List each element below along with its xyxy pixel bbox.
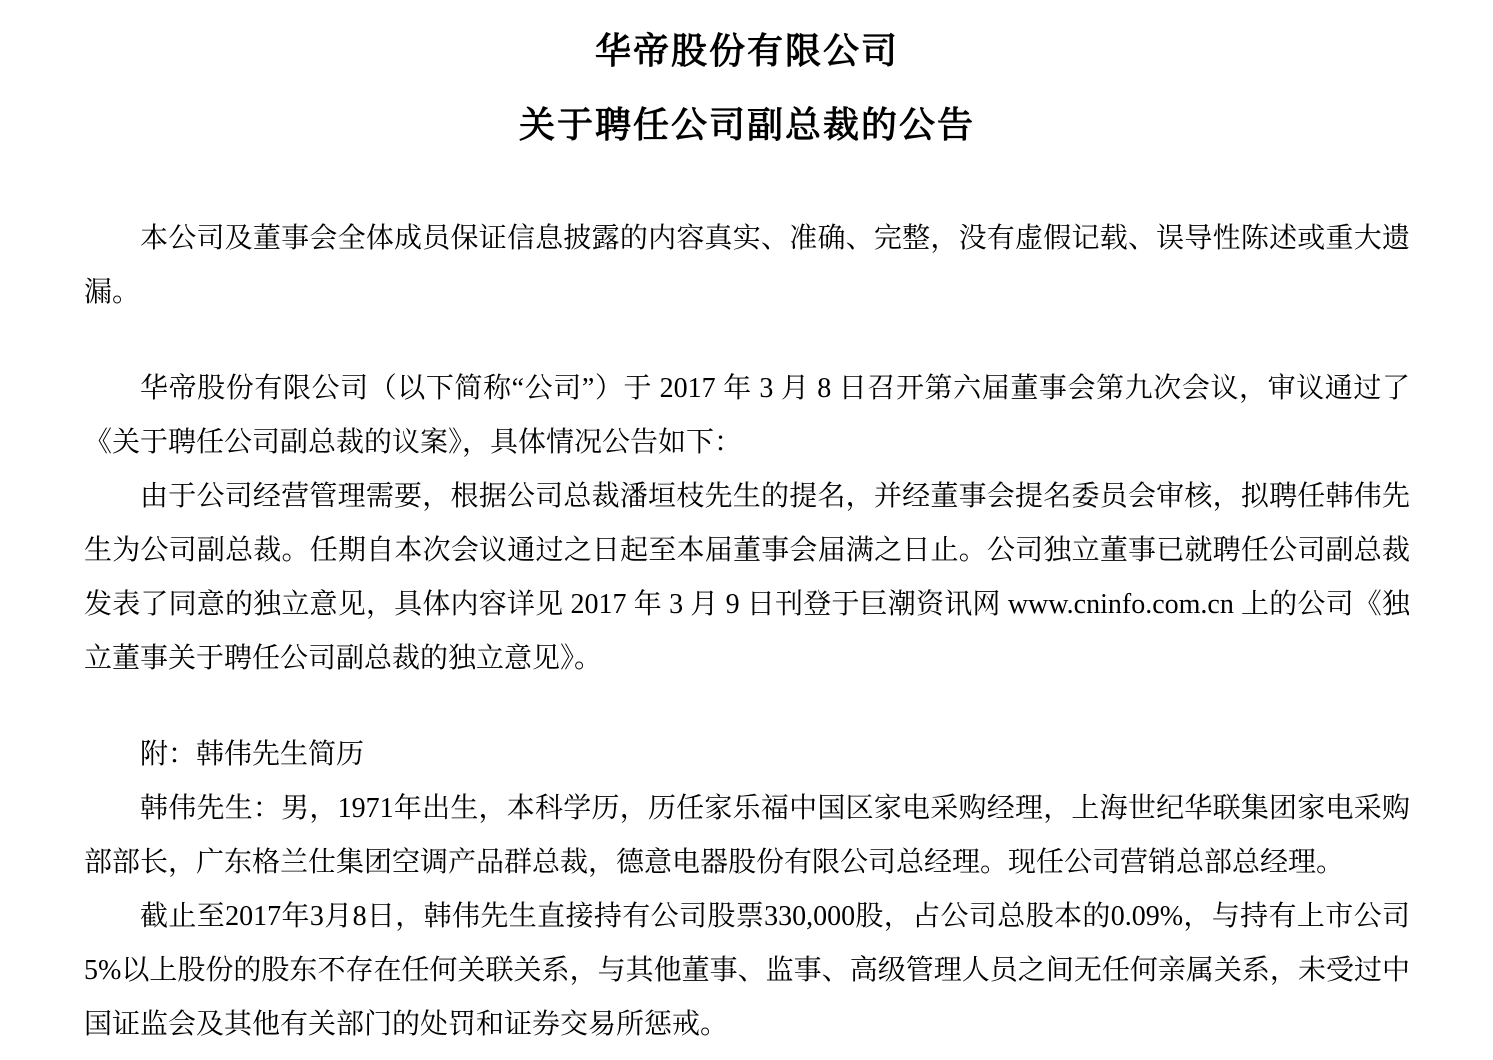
announcement-subtitle: 关于聘任公司副总裁的公告 bbox=[518, 105, 975, 145]
attachment-heading: 附：韩伟先生简历 bbox=[140, 739, 365, 770]
disclaimer-section bbox=[84, 212, 1410, 320]
shareholding-paragraph: 截止至2017年3月8日，韩伟先生直接持有公司股票330,000股，占公司总股本的0.09%，与持有上市公司5%以上股份的股东不存在任何关联关系，与其他董事、监事、高级管理人员之间无任何亲属关系，未受过中国证监会及其他有关部门的处罚和证券交易所惩戒。 bbox=[84, 901, 1410, 1040]
company-name-title: 华帝股份有限公司 bbox=[594, 31, 899, 71]
disclaimer-paragraph: 本公司及董事会全体成员保证信息披露的内容真实、准确、完整，没有虚假记载、误导性陈述或重大遗漏。 bbox=[84, 223, 1410, 308]
announcement-body-section bbox=[84, 362, 1410, 686]
attachment-section bbox=[84, 728, 1410, 1052]
resume-paragraph: 韩伟先生：男，1971年出生，本科学历，历任家乐福中国区家电采购经理，上海世纪华联集团家电采购部部长，广东格兰仕集团空调产品群总裁，德意电器股份有限公司总经理。现任公司营销总部总经理。 bbox=[84, 793, 1410, 878]
board-meeting-paragraph: 华帝股份有限公司（以下简称“公司”）于 2017 年 3 月 8 日召开第六届董事会第九次会议，审议通过了《关于聘任公司副总裁的议案》，具体情况公告如下： bbox=[84, 373, 1410, 458]
appointment-details-paragraph: 由于公司经营管理需要，根据公司总裁潘垣枝先生的提名，并经董事会提名委员会审核，拟聘任韩伟先生为公司副总裁。任期自本次会议通过之日起至本届董事会届满之日止。公司独立董事已就聘任公司副总裁发表了同意的独立意见，具体内容详见 2017 年 3 月 9 日刊登于巨潮资讯网 www.cninfo.com.cn 上的公司《独立董事关于聘任公司副总裁的独立意见》。 bbox=[84, 481, 1410, 674]
